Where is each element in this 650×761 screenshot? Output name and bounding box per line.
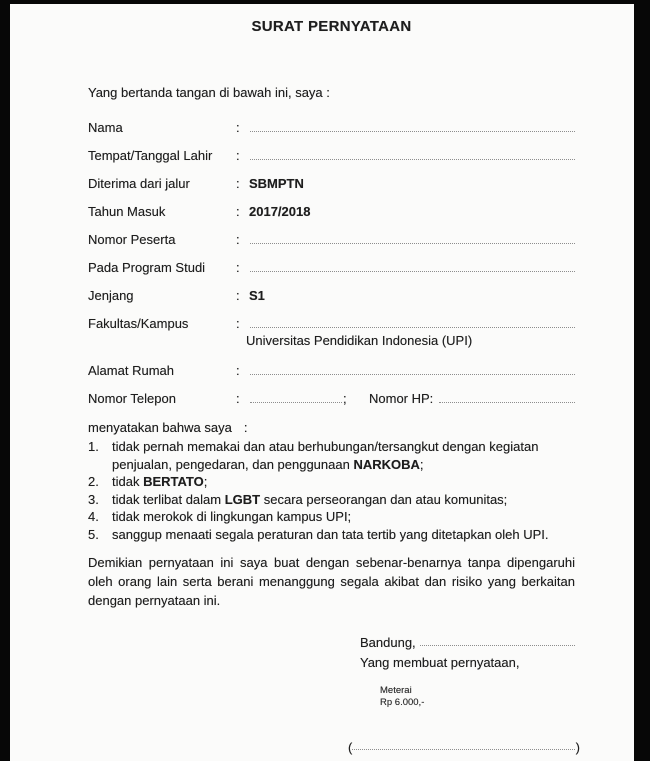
signature-name-line — [348, 739, 580, 756]
stamp-note — [380, 685, 575, 709]
field-blank-line — [250, 231, 575, 244]
statement-number: 4. — [88, 509, 99, 524]
field-label: Nama — [88, 120, 123, 135]
field-row-nomor-telepon — [88, 390, 575, 418]
field-colon: : — [236, 363, 240, 378]
field-blank-line — [439, 390, 575, 403]
field-label: Alamat Rumah — [88, 363, 174, 378]
field-colon: : — [236, 120, 240, 135]
field-label: Nomor Peserta — [88, 232, 176, 247]
field-value: 2017/2018 — [249, 204, 311, 219]
field-label: Diterima dari jalur — [88, 176, 190, 191]
closing-paragraph: Demikian pernyataan ini saya buat dengan sebenar-benarnya tanpa dipengaruhi oleh orang lain serta berani menanggung segala akibat dan risiko yang berkaitan dengan pernyataan ini. — [88, 555, 575, 608]
field-label: Pada Program Studi — [88, 260, 206, 275]
statement-item-4 — [88, 508, 575, 526]
statement-intro-text: menyatakan bahwa saya — [88, 420, 232, 435]
signature-block — [348, 634, 580, 756]
name-blank-line — [352, 739, 574, 750]
statement-intro-colon: : — [243, 420, 248, 435]
field-subtext: Universitas Pendidikan Indonesia (UPI) — [246, 333, 473, 348]
field-label: Jenjang — [88, 288, 134, 303]
statement-number: 5. — [88, 526, 99, 542]
statement-text: tidak merokok di lingkungan kampus UPI; — [112, 509, 352, 524]
field-value: S1 — [249, 288, 265, 303]
statement-text: sanggup menaati segala peraturan dan tata tertib yang ditetapkan oleh UPI. — [112, 526, 549, 542]
statement-item-1 — [88, 438, 575, 473]
field-secondary-label: Nomor HP: — [369, 391, 434, 406]
statement-list — [88, 438, 575, 543]
field-value: SBMPTN — [249, 176, 304, 191]
field-row-nama — [88, 119, 575, 147]
field-label: Tahun Masuk — [88, 204, 166, 219]
field-row-nomor-peserta — [88, 231, 575, 259]
field-row-alamat-rumah — [88, 362, 575, 390]
field-row-program-studi — [88, 259, 575, 287]
statement-item-5 — [88, 526, 575, 544]
field-label: Nomor Telepon — [88, 391, 176, 406]
statement-text: tidak pernah memakai dan atau berhubungan/tersangkut dengan kegiatan penjualan, pengedaran, dan penggunaan NARKOBA; — [112, 439, 539, 472]
field-row-tahun-masuk — [88, 203, 575, 231]
field-colon: : — [236, 204, 240, 219]
stamp-value: Rp 6.000,- — [380, 697, 425, 708]
field-colon: : — [236, 176, 240, 191]
form-fields — [88, 119, 575, 418]
field-colon: : — [236, 391, 240, 406]
city-label: Bandung, — [360, 635, 416, 650]
date-blank-line — [420, 634, 575, 646]
field-blank-line — [250, 259, 575, 272]
field-label: Tempat/Tanggal Lahir — [88, 148, 213, 163]
field-colon: : — [236, 288, 240, 303]
close-paren: ) — [575, 740, 580, 755]
field-colon: : — [236, 260, 240, 275]
field-blank-line — [250, 119, 575, 132]
statement-text: tidak BERTATO; — [112, 474, 208, 489]
signature-maker-line: Yang membuat pernyataan, — [360, 655, 520, 670]
field-colon: : — [236, 148, 240, 163]
statement-number: 3. — [88, 491, 99, 507]
signature-city-line — [360, 634, 575, 651]
field-row-diterima-dari-jalur — [88, 175, 575, 203]
field-blank-line — [250, 390, 342, 403]
statement-number: 1. — [88, 439, 99, 454]
statement-item-2 — [88, 473, 575, 491]
document-paper — [10, 4, 634, 761]
statement-number: 2. — [88, 474, 99, 489]
statement-item-3 — [88, 491, 575, 509]
statement-intro — [88, 419, 575, 436]
document-content — [10, 18, 634, 756]
field-blank-line — [250, 362, 575, 375]
field-blank-line — [250, 315, 575, 328]
statement-text: tidak terlibat dalam LGBT secara perseorangan dan atau komunitas; — [112, 491, 508, 507]
document-title: SURAT PERNYATAAN — [251, 18, 412, 35]
field-blank-line — [250, 147, 575, 160]
field-colon: : — [236, 232, 240, 247]
field-separator: ; — [343, 391, 347, 406]
stamp-label: Meterai — [380, 685, 412, 696]
intro-line: Yang bertanda tangan di bawah ini, saya : — [88, 85, 330, 100]
field-row-tempat-tanggal-lahir — [88, 147, 575, 175]
field-row-jenjang — [88, 287, 575, 315]
field-row-fakultas-kampus — [88, 315, 575, 362]
field-label: Fakultas/Kampus — [88, 316, 189, 331]
field-colon: : — [236, 316, 240, 331]
open-paren: ( — [348, 740, 353, 755]
